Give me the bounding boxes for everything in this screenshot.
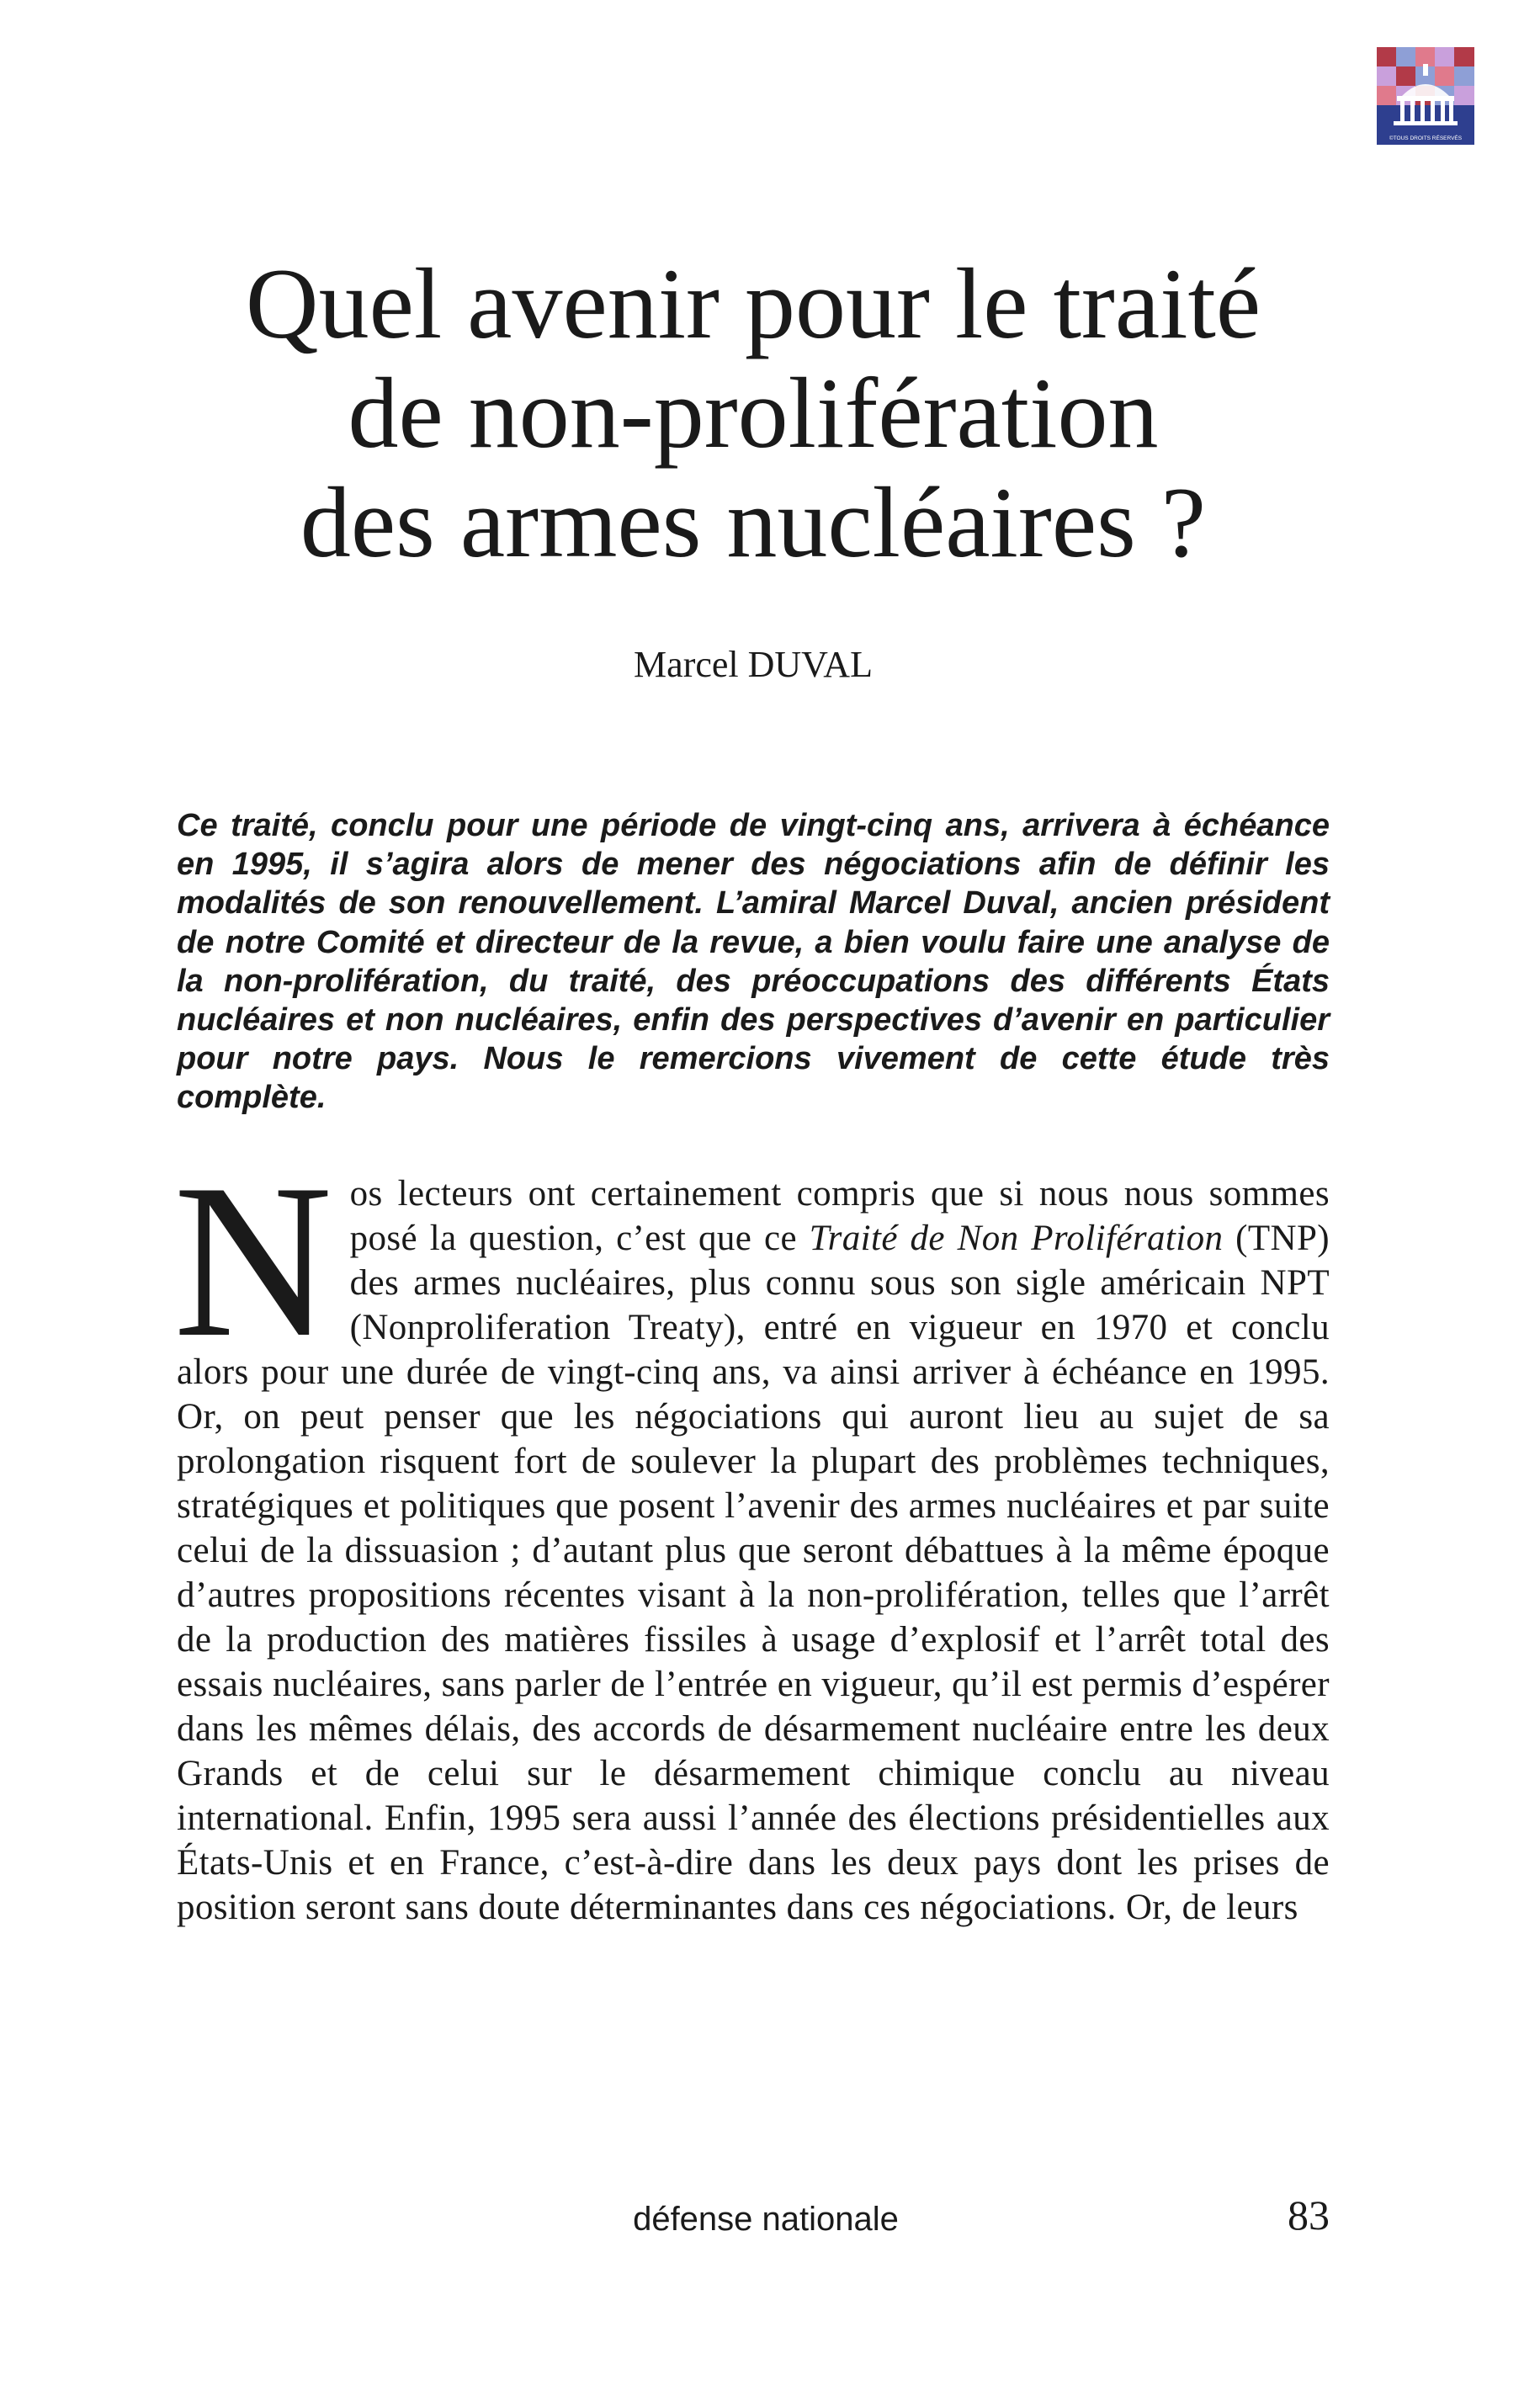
treaty-name-italic: Traité de Non Prolifération xyxy=(809,1219,1224,1258)
title-line-1: Quel avenir pour le traité xyxy=(245,247,1261,359)
dome-building-icon xyxy=(1377,47,1474,145)
page-number: 83 xyxy=(1288,2191,1330,2239)
drop-cap: N xyxy=(173,1139,333,1383)
article-title xyxy=(126,249,1380,577)
title-line-2: de non-prolifération xyxy=(348,357,1159,469)
author-name: Marcel DUVAL xyxy=(634,644,873,685)
body-text-part-1: os lecteurs ont certainement compris que si nous nous sommes posé la question, c’est que ce xyxy=(349,1174,1330,1258)
publisher-logo xyxy=(1377,47,1474,145)
title-line-3: des armes nucléaires ? xyxy=(300,466,1207,578)
article-body xyxy=(173,1139,1330,1930)
article-abstract: Ce traité, conclu pour une période de vingt-cinq ans, arrivera à échéance en 1995, il s’agira alors de mener des négociations afin de définir les modalités de son renouvellement. L’amiral Marcel Duval, ancien président de notre Comité et directeur de la revue, a bien voulu faire une analyse de la non-prolifération, du traité, des préoccupations des différents États nucléaires et non nucléaires, enfin des perspectives d’avenir en particulier pour notre pays. Nous le remercions vivement de cette étude très complète. xyxy=(177,808,1330,1116)
journal-name: défense nationale xyxy=(633,2201,899,2238)
body-text-part-2: (TNP) des armes nucléaires, plus connu sous son sigle américain NPT (Nonproliferation Treaty), entré en vigueur en 1970 et conclu alors pour une durée de vingt-cinq ans, va ainsi arriver à échéance en 1995. Or, on peut penser que les négociations qui auront lieu au sujet de sa prolongation risquent fort de soulever la plupart des problèmes techniques, stratégiques et politiques que posent l’avenir des armes nucléaires et par suite celui de la dissuasion ; d’autant plus que seront débattues à la même époque d’autres propositions récentes visant à la non-prolifération, telles que l’arrêt de la production des matières fissiles à usage d’explosif et l’arrêt total des essais nucléaires, sans parler de l’entrée en vigueur, qu’il est permis d’espérer dans les mêmes délais, des accords de désarmement nucléaire entre les deux Grands et de celui sur le désarmement chimique conclu au niveau international. Enfin, 1995 sera aussi l’année des élections présidentielles aux États-Unis et en France, c’est-à-dire dans les deux pays dont les prises de position seront sans doute déterminantes dans ces négociations. Or, de leurs xyxy=(177,1219,1330,1927)
logo-caption: ©TOUS DROITS RÉSERVÉS xyxy=(1389,135,1463,141)
